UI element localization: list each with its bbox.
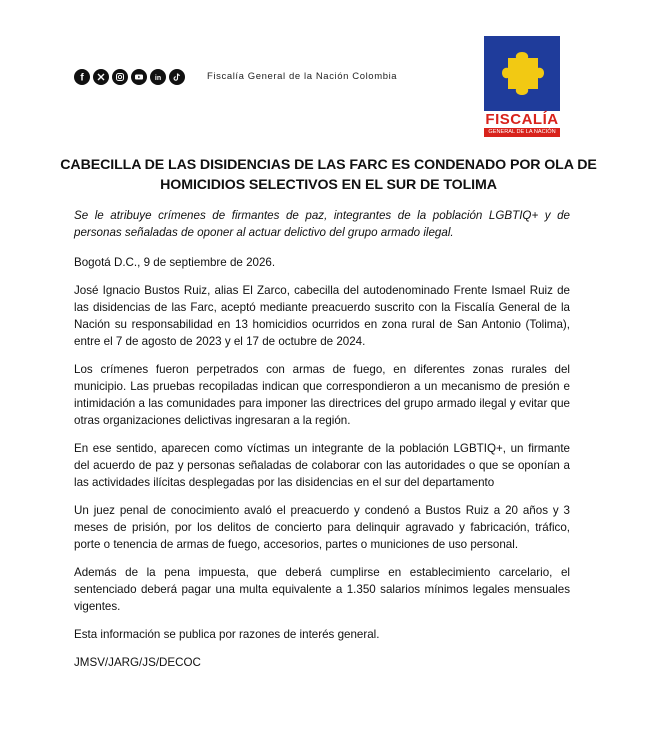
press-release-body — [74, 207, 570, 682]
dateline: Bogotá D.C., 9 de septiembre de 2026. — [74, 256, 276, 269]
lead-paragraph: Se le atribuye crímenes de firmantes de paz, integrantes de la población LGBTIQ+ y de personas señaladas de oponer al actuar delictivo del grupo armado ilegal. — [74, 209, 570, 239]
body-paragraph: Un juez penal de conocimiento avaló el preacuerdo y condenó a Bustos Ruiz a 20 años y 3 meses de prisión, por los delitos de concierto para delinquir agravado y fabricación, tráfico, porte o tenencia de armas de fuego, accesorios, partes o municiones de uso personal. — [74, 504, 570, 551]
svg-text:f: f — [80, 72, 84, 82]
body-paragraph: José Ignacio Bustos Ruiz, alias El Zarco, cabecilla del autodenominado Frente Ismael Ruiz de las disidencias de las Farc, aceptó mediante preacuerdo suscrito con la Fiscalía General de la Nación su responsabilidad en 13 homicidios ocurridos en zona rural de San Antonio (Tolima), entre el 7 de agosto de 2023 y el 17 de octubre de 2024. — [74, 284, 570, 348]
body-paragraph: Además de la pena impuesta, que deberá cumplirse en establecimiento carcelario, el sentenciado deberá pagar una multa equivalente a 1.350 salarios mínimos legales mensuales vigentes. — [74, 566, 570, 613]
fiscalia-logo — [484, 36, 560, 138]
puzzle-piece-icon — [484, 36, 560, 111]
linkedin-icon[interactable] — [150, 69, 166, 85]
logo-wordmark: FISCALÍA — [485, 111, 559, 128]
press-release-title: CABECILLA DE LAS DISIDENCIAS DE LAS FARC ES CONDENADO POR OLA DE HOMICIDIOS SELECTIVOS EN EL SUR DE TOLIMA — [60, 157, 597, 193]
body-paragraph: En ese sentido, aparecen como víctimas un integrante de la población LGBTIQ+, un firmante del acuerdo de paz y personas señaladas de colaborar con las autoridades o que se oponían a las actividades ilícitas desplegadas por las disidencias en el sur del departamento — [74, 442, 570, 489]
facebook-icon[interactable] — [74, 69, 90, 85]
body-paragraph: Los crímenes fueron perpetrados con armas de fuego, en diferentes zonas rurales del municipio. Las pruebas recopiladas indican que correspondieron a un mecanismo de presión e intimidación a las comunidades para imponer las directrices del grupo armado ilegal y evitar que otras organizaciones delictivas ingresaran a la región. — [74, 363, 570, 427]
x-icon[interactable] — [93, 69, 109, 85]
signature: JMSV/JARG/JS/DECOC — [74, 656, 201, 669]
logo-emblem — [484, 36, 560, 111]
body-paragraph: Esta información se publica por razones de interés general. — [74, 628, 380, 641]
organization-name: Fiscalía General de la Nación Colombia — [207, 71, 398, 82]
social-icons — [74, 69, 185, 85]
instagram-icon[interactable] — [112, 69, 128, 85]
tiktok-icon[interactable] — [169, 69, 185, 85]
youtube-icon[interactable] — [131, 69, 147, 85]
svg-text:in: in — [154, 75, 162, 82]
logo-subtitle: GENERAL DE LA NACIÓN — [484, 128, 560, 137]
